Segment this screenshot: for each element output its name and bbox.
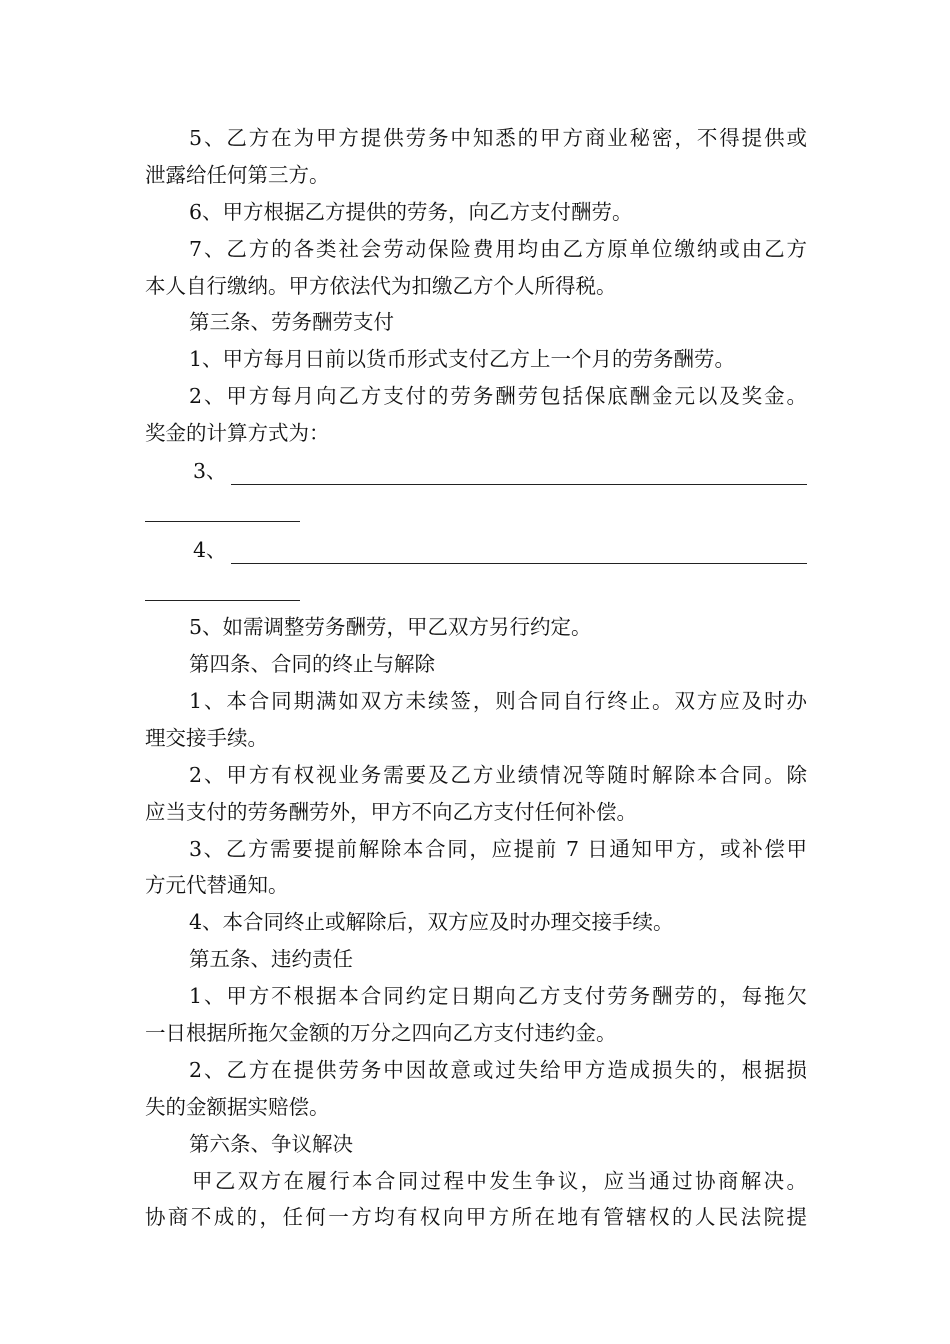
clause-text-line: 3、乙方需要提前解除本合同，应提前 7 日通知甲方，或补偿甲 [189, 836, 807, 861]
blank-underline [145, 600, 300, 601]
clause-text-line: 2、甲方有权视业务需要及乙方业绩情况等随时解除本合同。除 [189, 762, 807, 787]
section-heading: 第五条、违约责任 [189, 947, 353, 972]
fill-in-blank-continuation [145, 491, 807, 530]
clause-text-line: 应当支付的劳务酬劳外，甲方不向乙方支付任何补偿。 [145, 799, 637, 824]
section-heading: 第六条、争议解决 [189, 1131, 353, 1156]
clause-text-line: 一日根据所拖欠金额的万分之四向乙方支付违约金。 [145, 1021, 617, 1045]
clause-text-line: 4、本合同终止或解除后，双方应及时办理交接手续。 [189, 910, 674, 935]
clause-text-line: 奖金的计算方式为： [145, 421, 330, 446]
blank-underline [231, 563, 807, 564]
clause-text-line: 泄露给任何第三方。 [145, 162, 330, 187]
clause-text-line: 本人自行缴纳。甲方依法代为扣缴乙方个人所得税。 [145, 273, 617, 298]
document-body [145, 120, 807, 1236]
fill-in-blank-continuation [145, 570, 807, 609]
clause-text-line: 方元代替通知。 [145, 873, 289, 898]
blank-item-number: 3、 [193, 459, 227, 484]
fill-in-blank-item [145, 452, 807, 491]
clause-text-line: 7、乙方的各类社会劳动保险费用均由乙方原单位缴纳或由乙方 [189, 236, 807, 261]
clause-text-line: 理交接手续。 [145, 725, 268, 750]
blank-underline [145, 521, 300, 522]
clause-text-line: 1、本合同期满如双方未续签，则合同自行终止。双方应及时办 [189, 688, 807, 713]
blank-item-number: 4、 [193, 537, 227, 562]
blank-underline [231, 484, 807, 485]
clause-text-line: 5、乙方在为甲方提供劳务中知悉的甲方商业秘密，不得提供或 [189, 126, 807, 150]
clause-text-line: 协商不成的，任何一方均有权向甲方所在地有管辖权的人民法院提 [145, 1205, 807, 1230]
fill-in-blank-item [145, 531, 807, 570]
clause-text-line: 5、如需调整劳务酬劳，甲乙双方另行约定。 [189, 615, 592, 640]
clause-text-line: 6、甲方根据乙方提供的劳务，向乙方支付酬劳。 [189, 199, 633, 224]
clause-text-line: 甲乙双方在履行本合同过程中发生争议，应当通过协商解决。 [192, 1168, 807, 1193]
clause-text-line: 2、乙方在提供劳务中因故意或过失给甲方造成损失的，根据损 [189, 1057, 807, 1082]
clause-text-line: 失的金额据实赔偿。 [145, 1094, 330, 1119]
section-heading: 第四条、合同的终止与解除 [189, 652, 435, 677]
clause-text-line: 1、甲方每月日前以货币形式支付乙方上一个月的劳务酬劳。 [189, 347, 736, 372]
clause-text-line: 2、甲方每月向乙方支付的劳务酬劳包括保底酬金元以及奖金。 [189, 384, 807, 409]
section-heading: 第三条、劳务酬劳支付 [189, 310, 394, 335]
clause-text-line: 1、甲方不根据本合同约定日期向乙方支付劳务酬劳的，每拖欠 [189, 984, 807, 1009]
